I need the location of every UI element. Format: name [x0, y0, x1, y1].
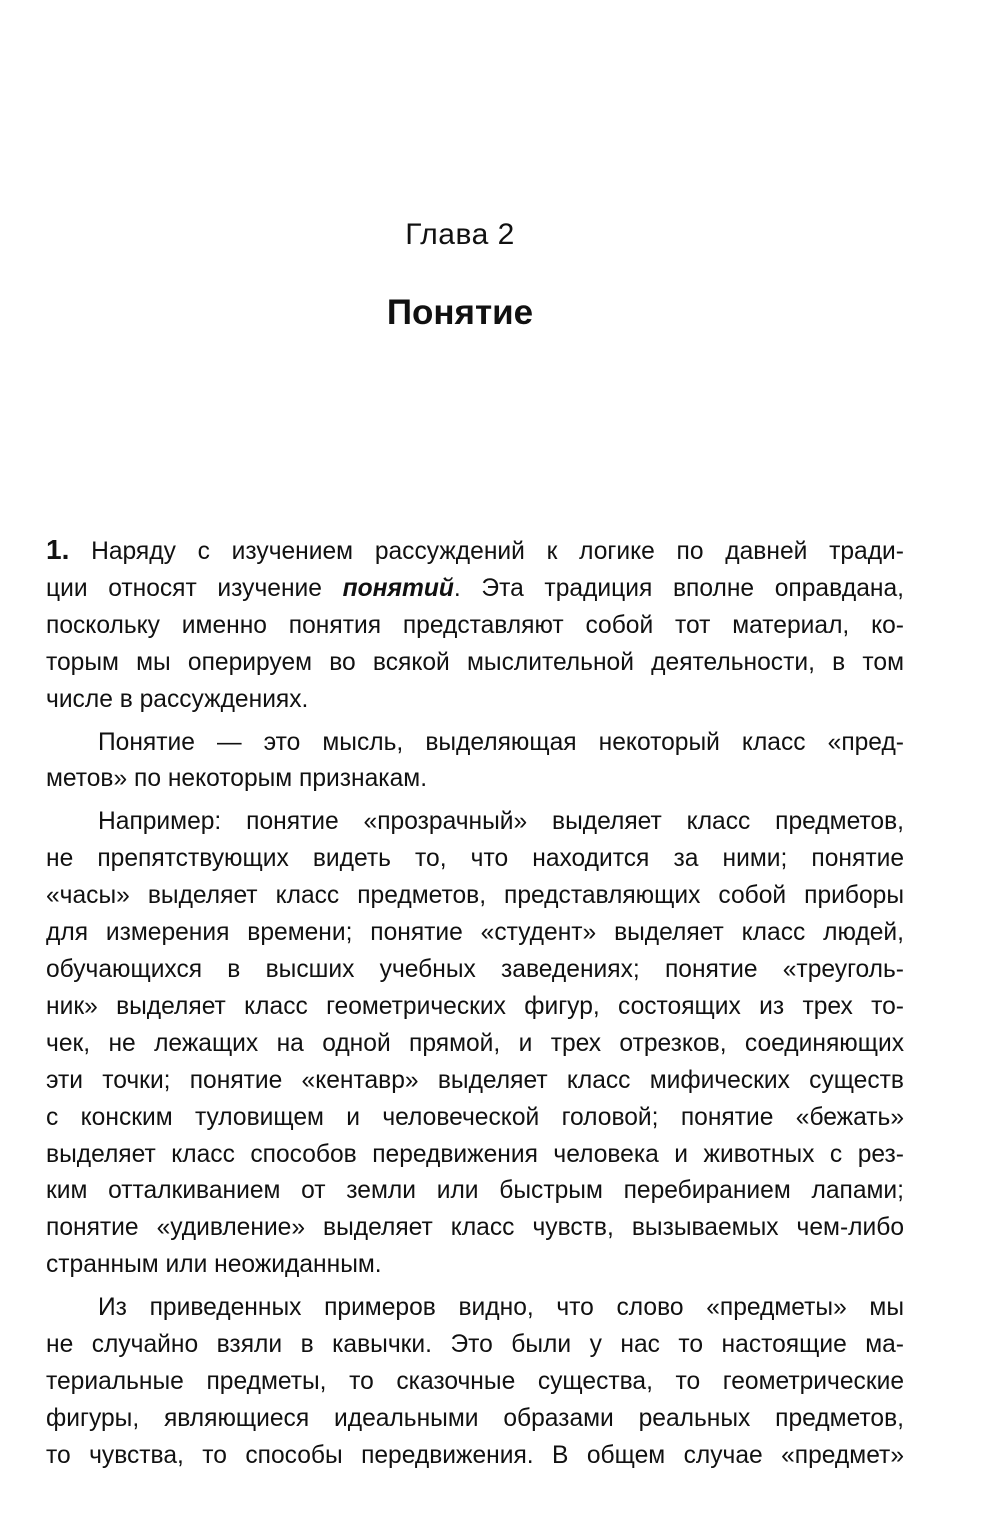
- text-line: то чувства, то способы передвижения. В общем случае «предмет»: [46, 1441, 904, 1469]
- text-line: ник» выделяет класс геометрических фигур, состоящих из трех то-: [46, 992, 904, 1020]
- text-line: для измерения времени; понятие «студент» выделяет класс людей,: [46, 919, 904, 947]
- text-line: ким отталкиванием от земли или быстрым перебиранием лапами;: [46, 1177, 904, 1205]
- text-line: понятие «удивление» выделяет класс чувств, вызываемых чем-либо: [46, 1214, 904, 1242]
- text-line: 1. Наряду с изучением рассуждений к логике по давней тради-: [46, 534, 904, 565]
- text-line: метов» по некоторым признакам.: [46, 765, 428, 793]
- paragraph-2: [46, 725, 904, 799]
- text-line: странным или неожиданным.: [46, 1251, 382, 1279]
- text-line: териальные предметы, то сказочные существа, то геометрические: [46, 1367, 904, 1395]
- text-line: числе в рассуждениях.: [46, 685, 309, 713]
- chapter-label: Глава 2: [405, 218, 515, 251]
- paragraph-number: 1.: [46, 534, 70, 565]
- paragraph-1: [46, 532, 904, 719]
- text-line: торым мы оперируем во всякой мыслительной деятельности, в том: [46, 648, 904, 676]
- text-line: выделяет класс способов передвижения человека и животных с рез-: [46, 1140, 904, 1168]
- text-line: не препятствующих видеть то, что находится за ними; понятие: [46, 845, 904, 873]
- text-line: Из приведенных примеров видно, что слово «предметы» мы: [98, 1294, 904, 1322]
- emphasized-term: понятий: [342, 574, 454, 602]
- paragraph-3: [46, 804, 904, 1284]
- text-line: ции относят изучение понятий. Эта традиция вполне оправдана,: [46, 574, 905, 602]
- chapter-title: Понятие: [386, 293, 534, 332]
- text-line: с конским туловищем и человеческой головой; понятие «бежать»: [46, 1103, 904, 1131]
- paragraph-4: [46, 1290, 904, 1475]
- text-line: обучающихся в высших учебных заведениях; понятие «треуголь-: [46, 955, 904, 983]
- text-line: Понятие — это мысль, выделяющая некоторый класс «пред-: [98, 728, 904, 756]
- text-line: чек, не лежащих на одной прямой, и трех отрезков, соединяющих: [46, 1029, 904, 1057]
- text-line: фигуры, являющиеся идеальными образами реальных предметов,: [46, 1404, 904, 1432]
- text-line: Например: понятие «прозрачный» выделяет класс предметов,: [98, 808, 904, 836]
- text-line: эти точки; понятие «кентавр» выделяет класс мифических существ: [46, 1066, 904, 1094]
- body-text: [46, 532, 904, 1475]
- text-line: «часы» выделяет класс предметов, представляющих собой приборы: [46, 882, 904, 910]
- text-line: не случайно взяли в кавычки. Это были у нас то настоящие ма-: [46, 1331, 904, 1359]
- text-line: поскольку именно понятия представляют собой тот материал, ко-: [46, 611, 904, 639]
